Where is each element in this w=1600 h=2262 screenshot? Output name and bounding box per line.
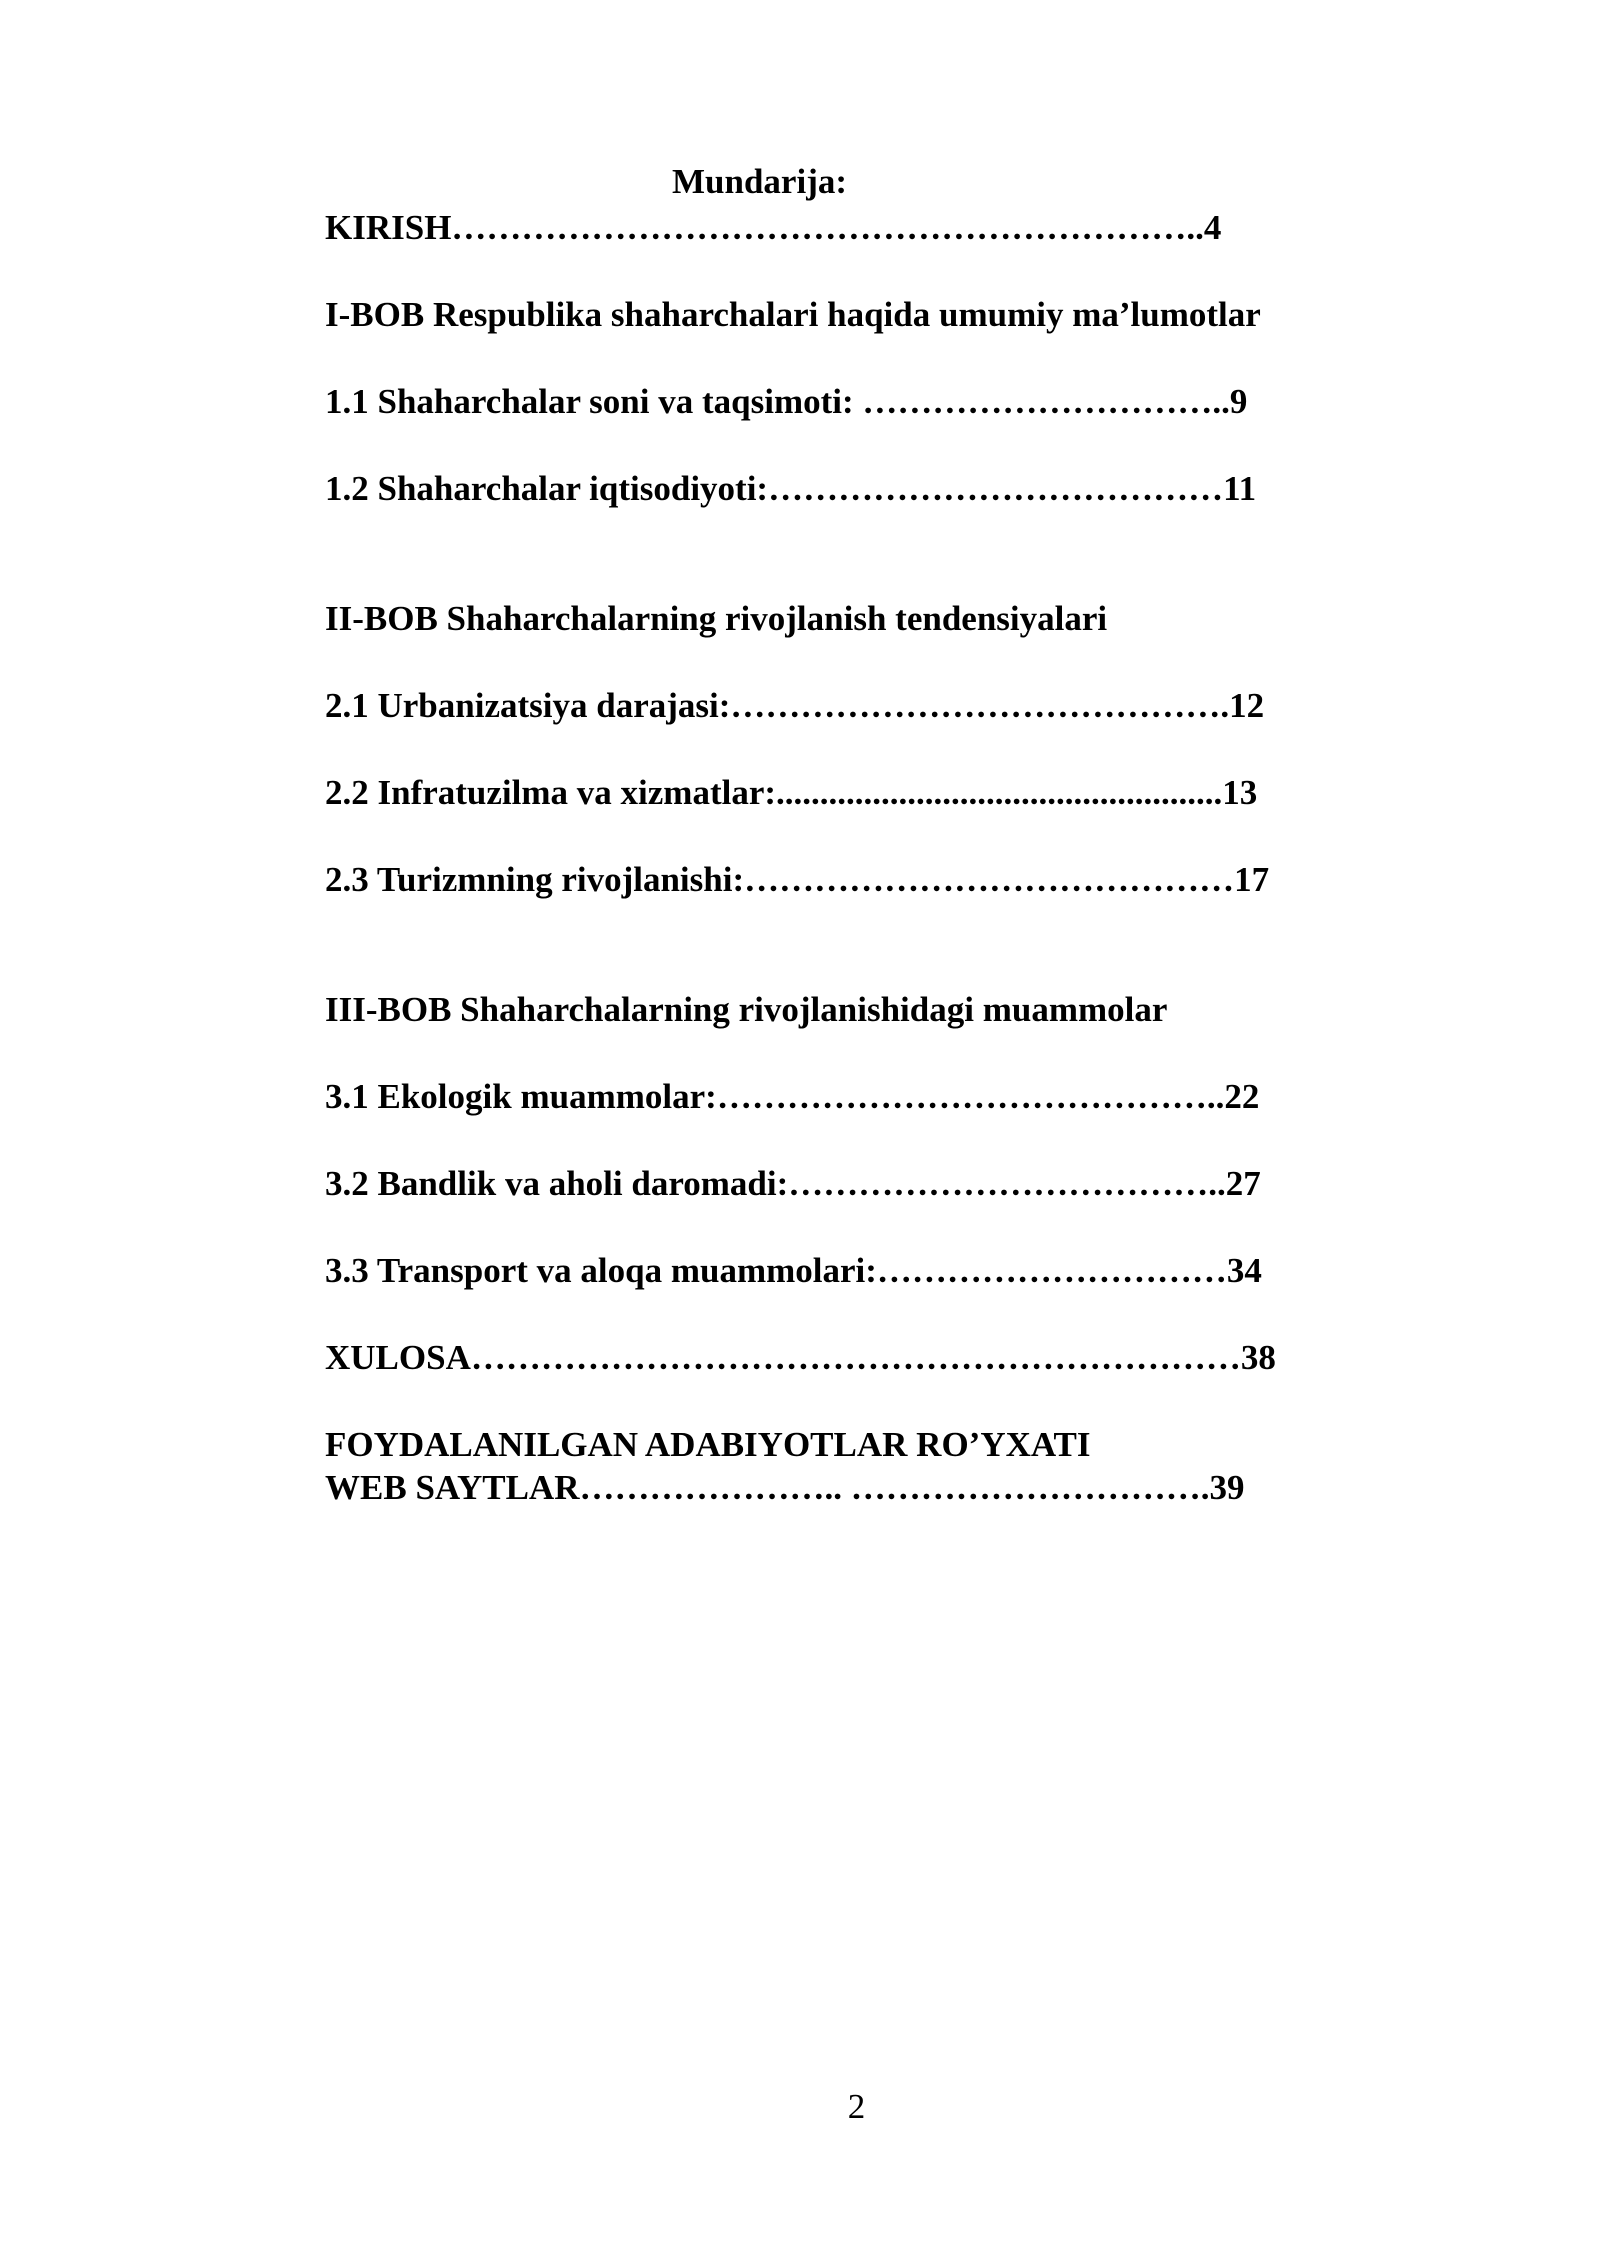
toc-entry-3-2: 3.2 Bandlik va aholi daromadi:………………………………..27 [325, 1164, 1261, 1203]
toc-entry-2-2: 2.2 Infratuzilma va xizmatlar:...................................................13 [325, 773, 1258, 812]
toc-chapter-1: I-BOB Respublika shaharchalari haqida umumiy ma’lumotlar [325, 295, 1261, 334]
toc-entry-2-1: 2.1 Urbanizatsiya darajasi:…………………………………….12 [325, 686, 1265, 725]
toc-chapter-3: III-BOB Shaharchalarning rivojlanishidagi muammolar [325, 990, 1168, 1029]
toc-entry-1-2: 1.2 Shaharchalar iqtisodiyoti:…………………………………11 [325, 469, 1257, 508]
toc-chapter-2: II-BOB Shaharchalarning rivojlanish tendensiyalari [325, 599, 1108, 638]
toc-entry-3-1: 3.1 Ekologik muammolar:……………………………………..22 [325, 1077, 1260, 1116]
toc-heading: Mundarija: [672, 162, 847, 201]
toc-entry-references: FOYDALANILGAN ADABIYOTLAR RO’YXATI [325, 1425, 1091, 1464]
toc-entry-3-3: 3.3 Transport va aloqa muammolari:…………………………34 [325, 1251, 1262, 1290]
toc-entry-2-3: 2.3 Turizmning rivojlanishi:……………………………………17 [325, 860, 1270, 899]
toc-entry-kirish: KIRISH………………………………………………………..4 [325, 208, 1222, 247]
page-number: 2 [847, 2087, 866, 2126]
toc-entry-xulosa: XULOSA…………………………………………………………38 [325, 1338, 1276, 1377]
toc-entry-1-1: 1.1 Shaharchalar soni va taqsimoti: …………………………..9 [325, 382, 1248, 421]
toc-entry-web-sites: WEB SAYTLAR………………….. ………………………….39 [325, 1468, 1245, 1507]
